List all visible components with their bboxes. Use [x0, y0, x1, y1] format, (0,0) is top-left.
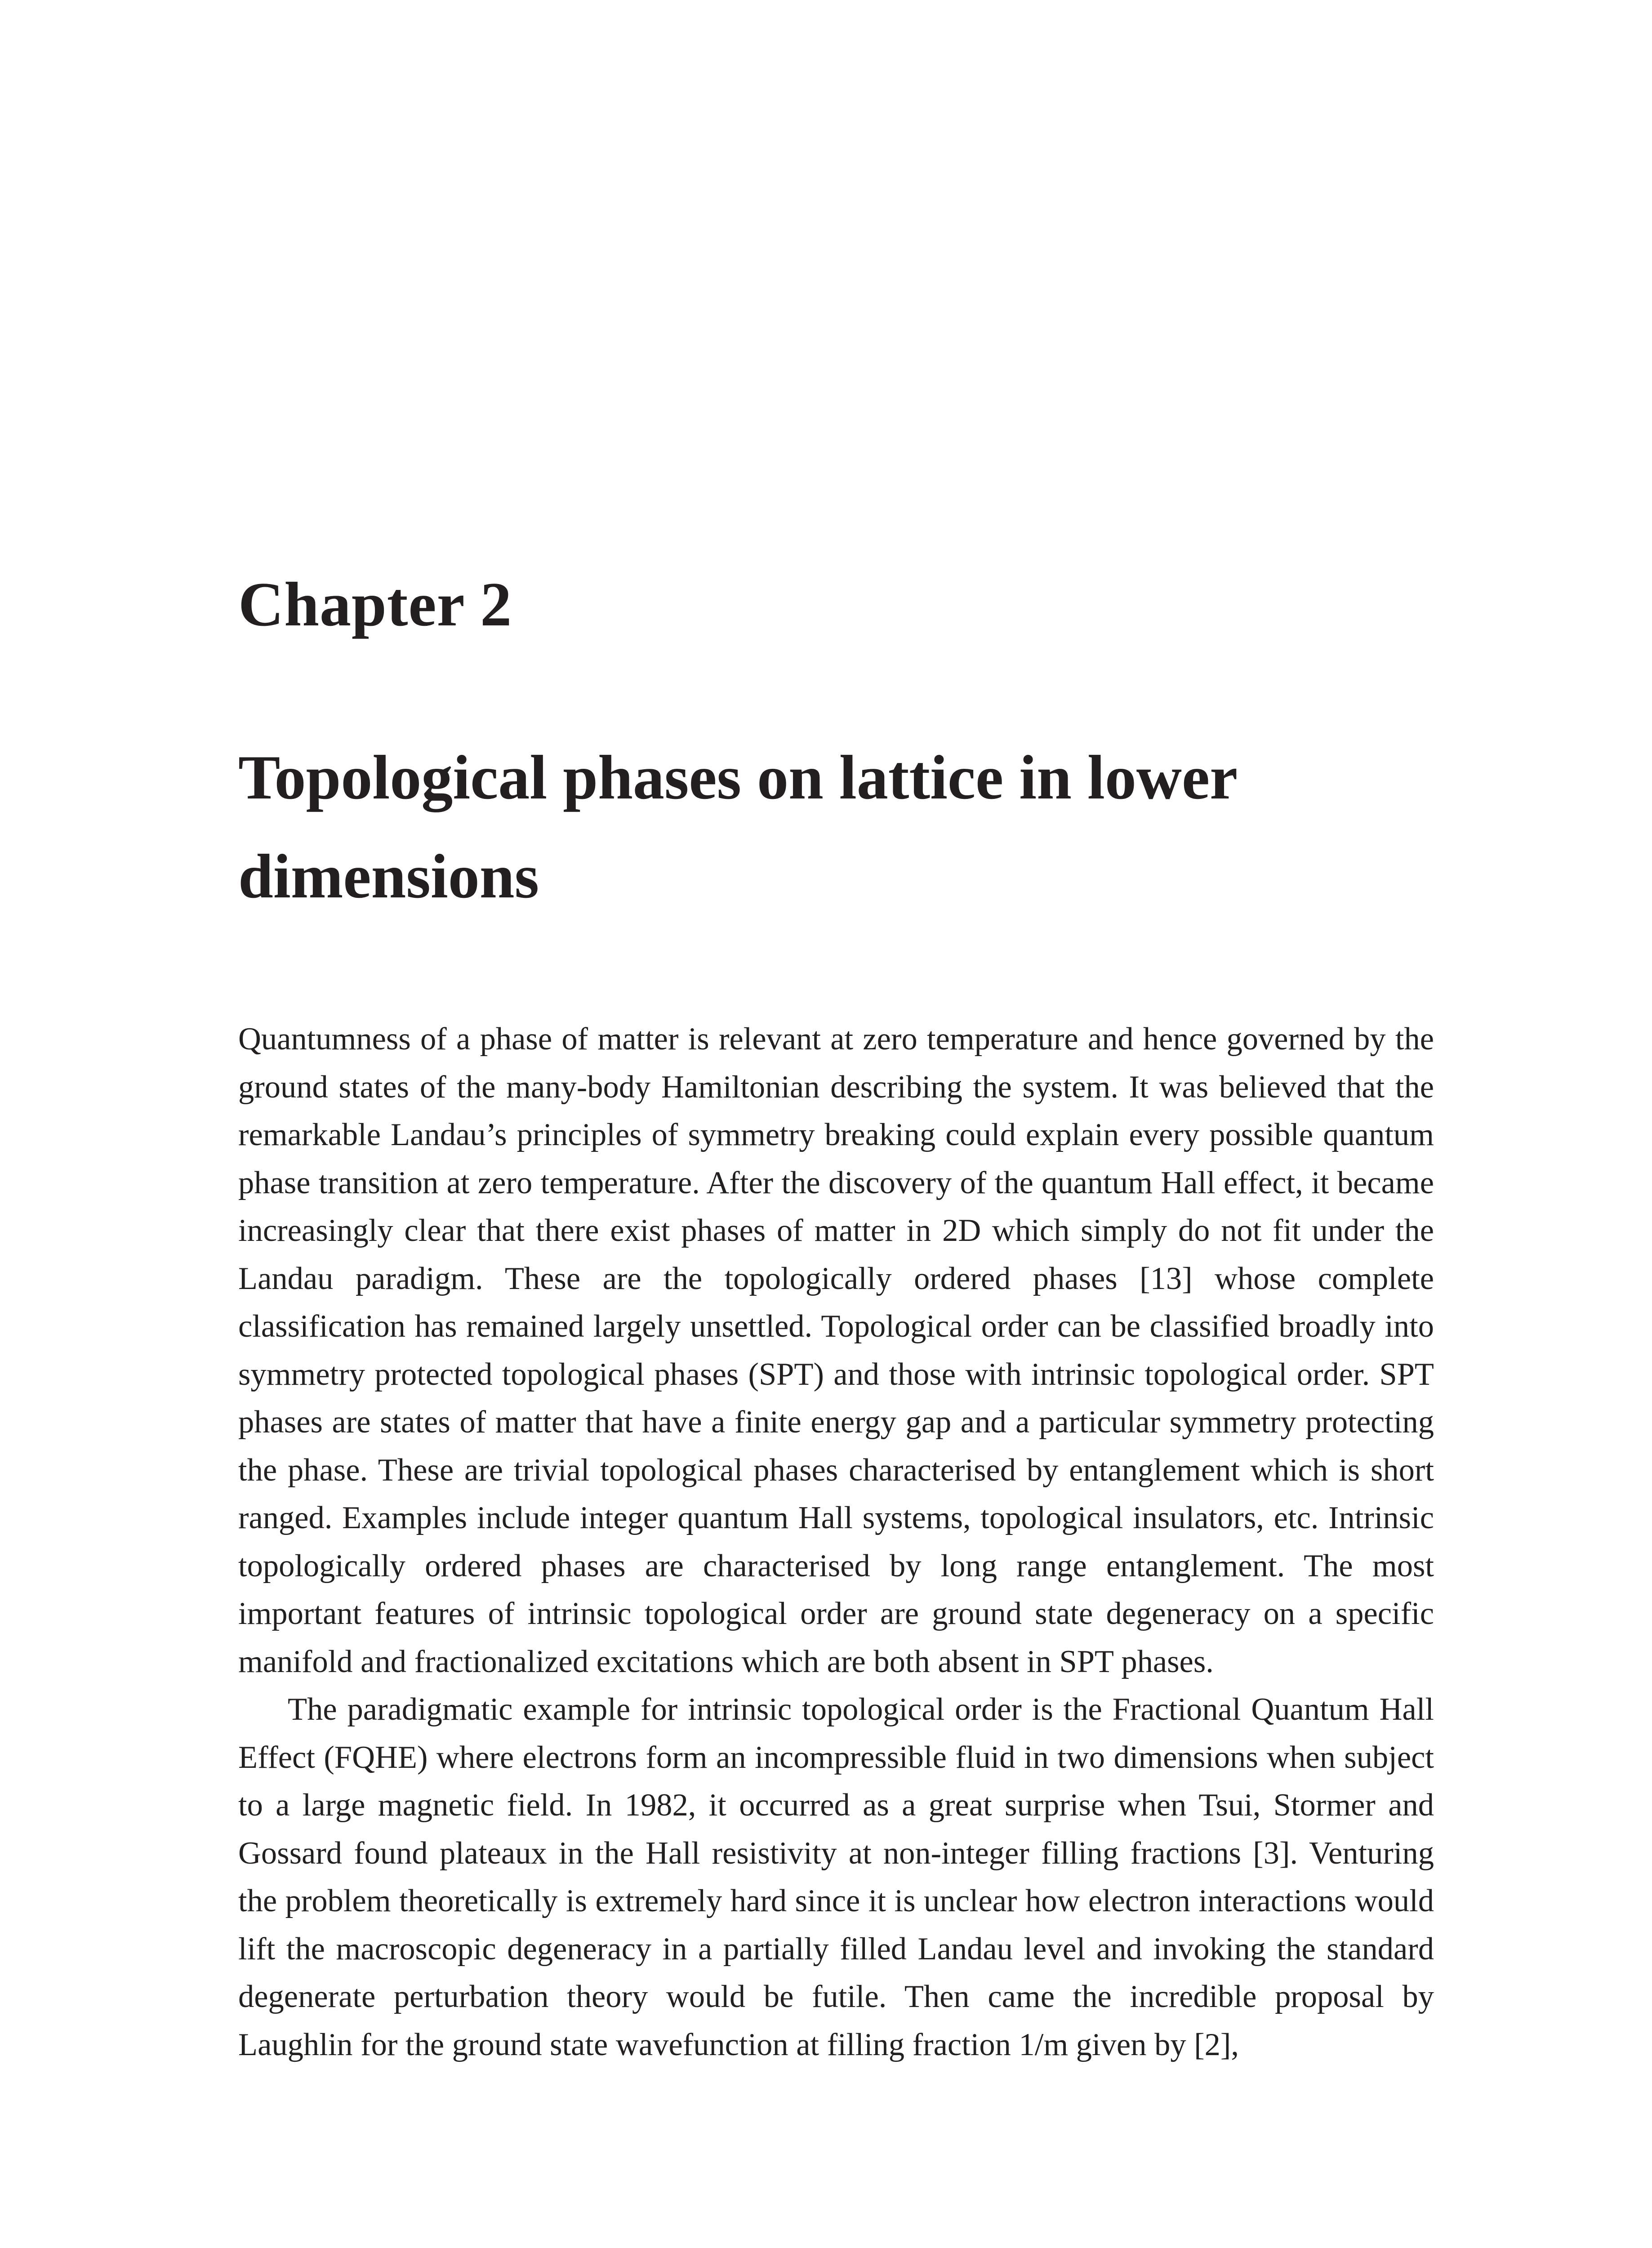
chapter-number-heading: Chapter 2: [238, 570, 512, 639]
body-paragraph-2: The paradigmatic example for intrinsic topological order is the Fractional Quantum Hall Effect (FQHE) where electrons form an incompressible fluid in two dimensions when subject to a large magnetic field. In 1982, it occurred as a great surprise when Tsui, Stormer and Gossard found plateaux in the Hall resistivity at non-integer filling fractions [3]. Venturing the problem theoretically is extremely hard since it is unclear how electron interactions would lift the macroscopic degeneracy in a partially filled Landau level and invoking the standard degenerate perturbation theory would be futile. Then came the incredible proposal by Laughlin for the ground state wavefunction at filling fraction 1/m given by [2],: [238, 1692, 1434, 2062]
body-paragraph-1: Quantumness of a phase of matter is relevant at zero temperature and hence governed by the ground states of the many-body Hamiltonian describing the system. It was believed that the remarkable Landau’s principles of symmetry breaking could explain every possible quantum phase transition at zero temperature. After the discovery of the quantum Hall effect, it became increasingly clear that there exist phases of matter in 2D which simply do not fit under the Landau paradigm. These are the topologically ordered phases [13] whose complete classification has remained largely unsettled. Topological order can be classified broadly into symmetry protected topological phases (SPT) and those with intrinsic topological order. SPT phases are states of matter that have a finite energy gap and a particular symmetry protecting the phase. These are trivial topological phases characterised by entanglement which is short ranged. Examples include integer quantum Hall systems, topological insulators, etc. Intrinsic topologically ordered phases are characterised by long range entanglement. The most important features of intrinsic topological order are ground state degeneracy on a specific manifold and fractionalized excitations which are both absent in SPT phases.: [238, 1021, 1434, 1679]
chapter-title-heading: Topological phases on lattice in lower dimensions: [238, 743, 1237, 911]
chapter-body-text: [238, 1015, 1434, 2069]
